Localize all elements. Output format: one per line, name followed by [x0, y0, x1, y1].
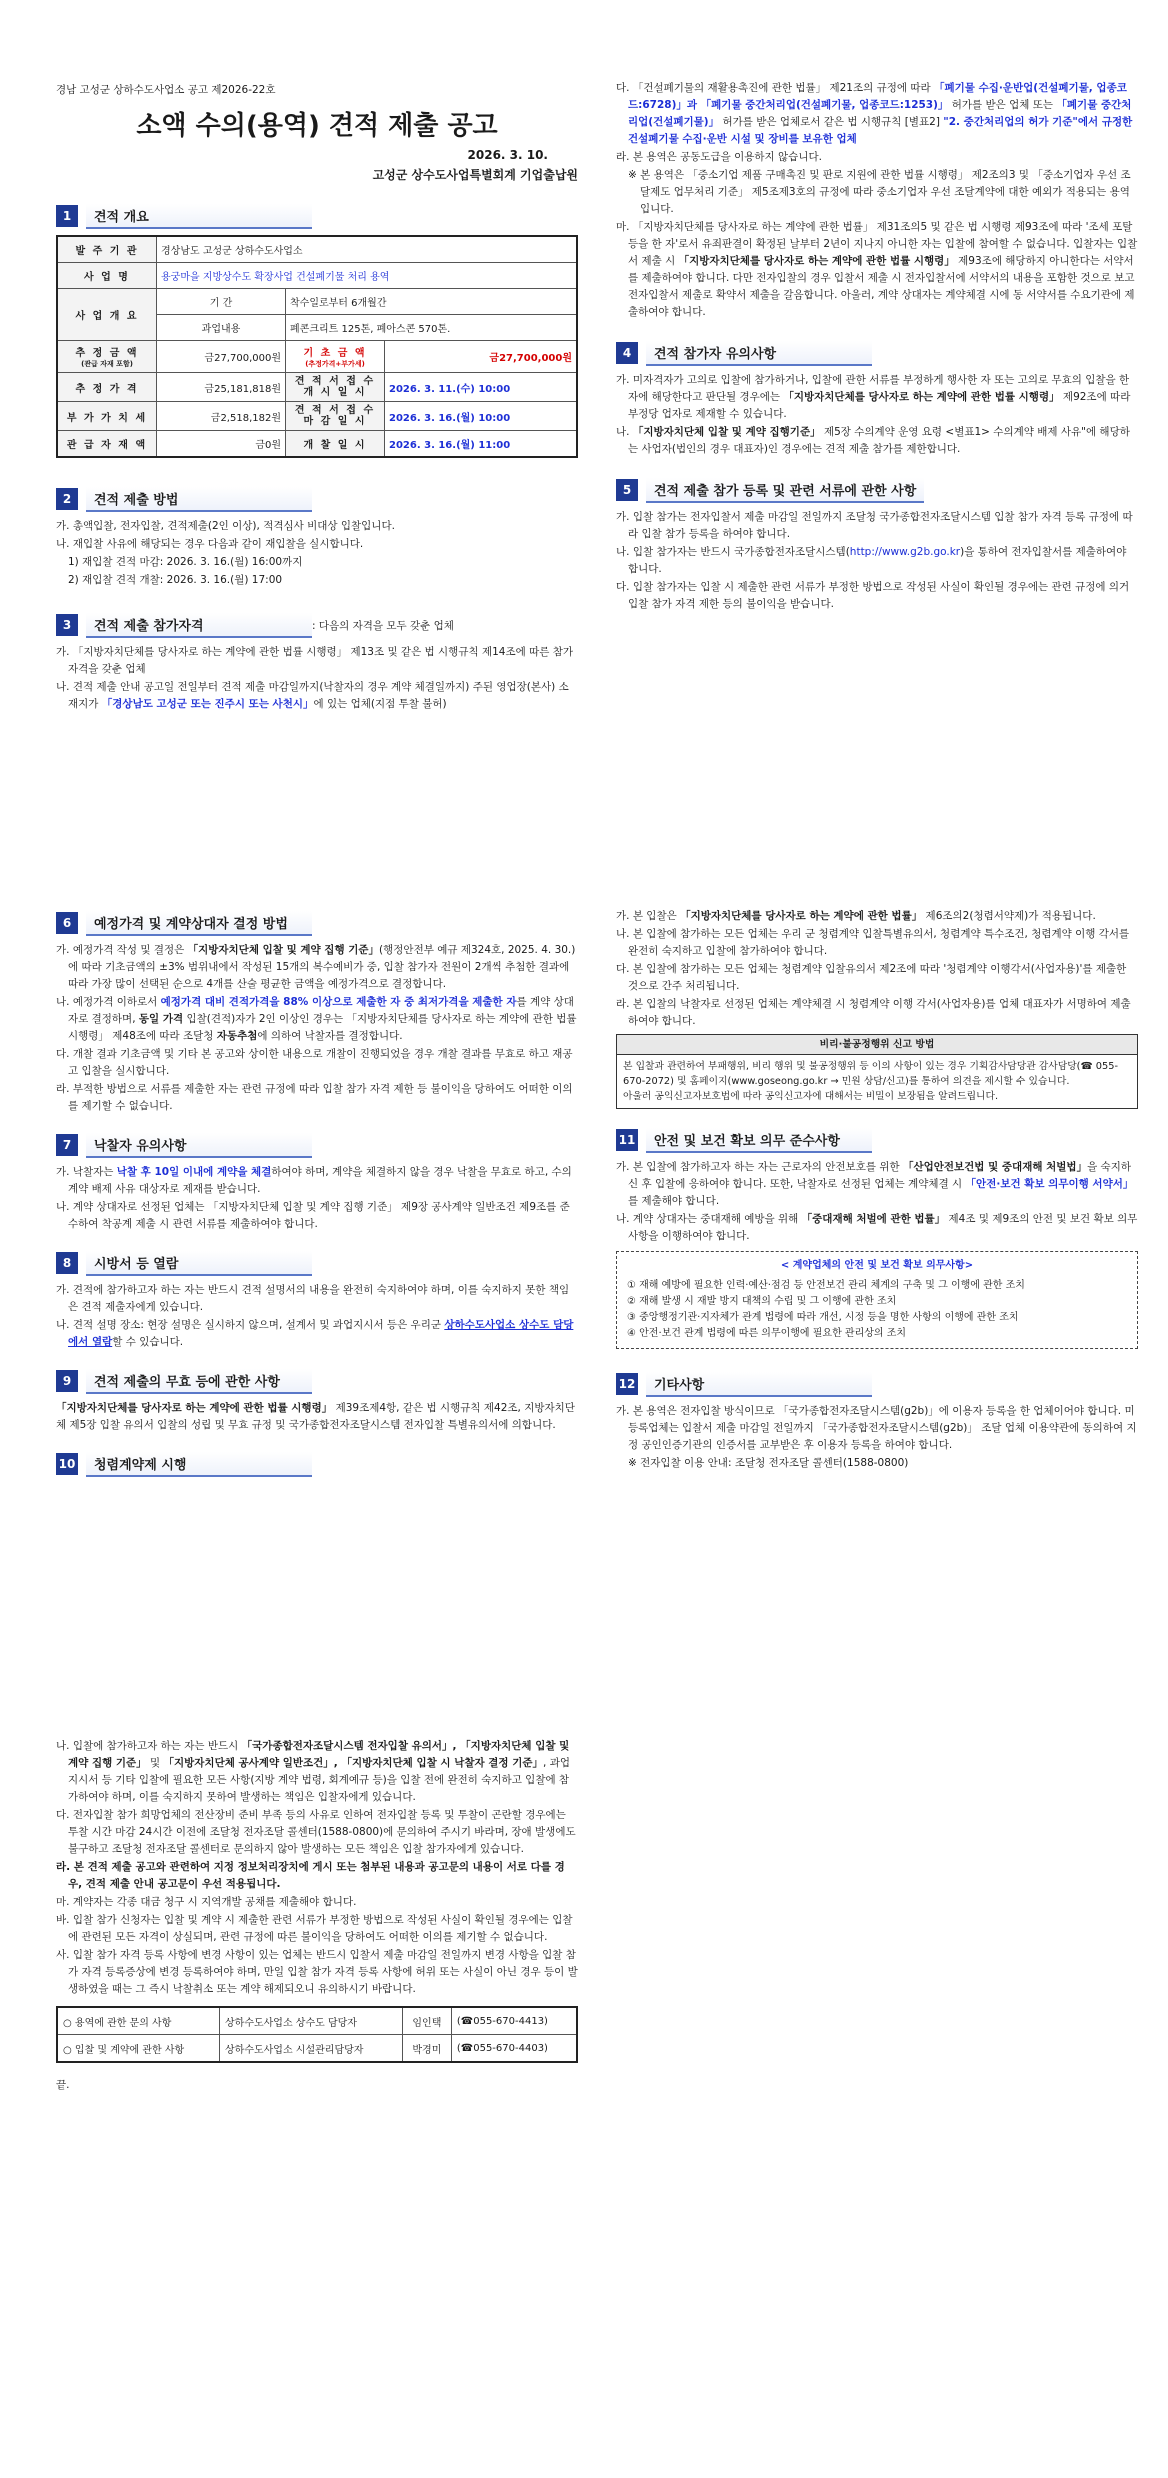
text: 다. 「건설폐기물의 재활용촉진에 관한 법률」 제21조의 규정에 따라: [616, 82, 934, 94]
highlight: 낙찰 후 10일 이내에 계약을 체결: [116, 1166, 272, 1178]
paragraph: 가. 본 용역은 전자입찰 방식이므로 「국가종합전자조달시스템(g2b)」에 이용자 등록을 한 업체이어야 합니다. 미등록업체는 입찰서 제출 마감일 전일까지 「국가종합전자조달시스템(g2b)」 조달 업체 이용약관에 동의하여 지정 공인인증기관의 인증서를 교부받은 후 이용자 등록을 하여야 합니다.: [616, 1405, 1137, 1451]
paragraph: 가. 견적에 참가하고자 하는 자는 반드시 견적 설명서의 내용을 완전히 숙지하여야 하며, 이를 숙지하지 못한 책임은 견적 제출자에게 있습니다.: [56, 1284, 570, 1313]
paragraph: [56, 1400, 578, 1434]
box-line: 본 입찰과 관련하여 부패행위, 비리 행위 및 불공정행위 등 이의 사항이 있는 경우 기획감사담당관 감사담당(☎ 055-670-2072) 및 홈페이지(www.goseong.go.kr → 민원 상담/신고)를 통하여 의견을 제시할 수 있습니다.: [623, 1061, 1119, 1087]
top-right-column: [616, 80, 1138, 614]
table-cell: 임인택: [402, 2007, 451, 2035]
highlight: 「안전·보건 확보 의무이행 서약서」: [965, 1178, 1134, 1190]
label-sub: (관급 자재 포함): [81, 360, 133, 368]
table-label: 개 찰 일 시: [286, 431, 385, 458]
paragraph: 사. 입찰 참가 자격 등록 사항에 변경 사항이 있는 업체는 반드시 입찰서 제출 마감일 전일까지 변경 사항을 입찰 참가 자격 등록증상에 변경 등록하여야 하며, 만일 입찰 참가 자격 등록 사항에 허위 또는 사실이 아닌 경우 등이 발생하였을 때는 그 즉시 낙찰취소 또는 계약 해제되오니 유의하시기 바랍니다.: [56, 1949, 578, 1995]
emphasis: 「지방자치단체를 당사자로 하는 계약에 관한 법률 시행령」: [56, 1402, 333, 1414]
paragraph: [56, 1738, 578, 1806]
section-number: 8: [56, 1252, 78, 1274]
paragraph: [616, 219, 1138, 321]
emphasis: 「지방자치단체를 당사자로 하는 계약에 관한 법률 시행령」: [783, 391, 1060, 403]
emphasis: 「지방자치단체 공사계약 일반조건」, 「지방자치단체 입찰 시 낙찰자 결정 기준」: [163, 1757, 544, 1769]
section-9-heading: [56, 1368, 578, 1394]
text: 가. 본 입찰에 참가하고자 하는 자는 근로자의 안전보호를 위한: [616, 1161, 903, 1173]
text: 제5장 수의계약 운영 요령 <별표1> 수의계약 배제 사유"에 해당하는 사업자(법인의 경우 대표자)인 경우에는 견적 제출 참가를 제한합니다.: [628, 426, 1130, 455]
list-item: ④ 안전·보건 관계 법령에 따른 의무이행에 필요한 관리상의 조치: [627, 1328, 907, 1339]
section-number: 7: [56, 1134, 78, 1156]
section-title: 기타사항: [646, 1372, 872, 1397]
list-item: ③ 중앙행정기관·지자체가 관계 법령에 따라 개선, 시정 등을 명한 사항의 이행에 관한 조치: [627, 1312, 1019, 1323]
table-cell: 상하수도사업소 시설관리담당자: [220, 2035, 403, 2063]
contact-table: [56, 2006, 578, 2063]
table-value: 금25,181,818원: [157, 373, 286, 402]
label-sub: 마 감 일 시: [303, 416, 367, 427]
text: 을 숙지하신 후 입찰에 응하여야 합니다. 또한, 낙찰자로 선정된 업체는 계약체결 시: [628, 1161, 1131, 1190]
paragraph: [616, 1159, 1138, 1210]
table-cell: (☎055-670-4413): [451, 2007, 577, 2035]
section-number: 6: [56, 912, 78, 934]
section-number: 1: [56, 205, 78, 227]
text: )을 통하여 전자입찰서를 제출하여야 합니다.: [628, 546, 1127, 575]
emphasis: 「지방자치단체 입찰 및 계약 집행기준」: [632, 426, 821, 438]
section-5-heading: [616, 477, 1138, 503]
section-title: 견적 제출의 무효 등에 관한 사항: [86, 1369, 312, 1394]
label-sub: 개 시 일 시: [303, 387, 367, 398]
highlight: 「경상남도 고성군 또는 진주시 또는 사천시」: [101, 698, 314, 710]
text: 를 제출해야 합니다.: [628, 1195, 720, 1207]
text: 가. 예정가격 작성 및 결정은: [56, 944, 188, 956]
section-4-heading: [616, 340, 1138, 366]
paragraph: [616, 424, 1138, 458]
text: 할 수 있습니다.: [112, 1336, 184, 1348]
text: 및: [146, 1757, 164, 1769]
section-title: 견적 제출 참가 등록 및 관련 서류에 관한 사항: [646, 478, 924, 503]
paragraph: 2) 재입찰 견적 개찰: 2026. 3. 16.(월) 17:00: [68, 574, 283, 586]
emphasis: 「지방자치단체를 당사자로 하는 계약에 관한 법률 시행령」: [678, 255, 955, 267]
paragraph: 마. 계약자는 각종 대금 청구 시 지역개발 공채를 제출해야 합니다.: [56, 1896, 357, 1908]
section-3-heading: [56, 612, 578, 638]
emphasis: 자동추첨: [216, 1030, 258, 1042]
table-cell: (☎055-670-4403): [451, 2035, 577, 2063]
emphasis: 「지방자치단체 입찰 및 계약 집행 기준」: [187, 944, 380, 956]
g2b-link[interactable]: http://www.g2b.go.kr: [849, 546, 961, 558]
section-title: 견적 개요: [86, 204, 312, 229]
section-1-heading: [56, 203, 578, 229]
section-title: 시방서 등 열람: [86, 1251, 312, 1276]
section-11-heading: [616, 1127, 1138, 1153]
box-title: 비리·불공정행위 신고 방법: [617, 1035, 1137, 1055]
text: 에 있는 업체(지점 투찰 불허): [313, 698, 447, 710]
section-6-heading: [56, 910, 578, 936]
text: (행정안전부 예규 제324호, 2025. 4. 30.)에 따라 기초금액의 ±3% 범위내에서 작성된 15개의 복수예비가 중, 입찰 참가자 전원이 2개씩 추첨한 결과에 따라 가장 많이 선택된 순으로 4개를 산술 평균한 금액을 예정가격으로 결정합니다.: [68, 944, 576, 990]
paragraph: [616, 80, 1138, 148]
paragraph: 가. 총액입찰, 전자입찰, 견적제출(2인 이상), 적격심사 비대상 입찰입니다.: [56, 520, 395, 532]
table-label: 사 업 명: [57, 263, 157, 289]
table-row: [57, 2007, 577, 2035]
section-title: 안전 및 보건 확보 의무 준수사항: [646, 1128, 872, 1153]
text: 제92조에 따라 부정당 업자로 제재할 수 있습니다.: [628, 391, 1131, 420]
text: 를 계약 상대자로 결정하며,: [68, 996, 574, 1025]
paragraph: [616, 1211, 1138, 1245]
table-value: 용궁마을 지방상수도 확장사업 건설폐기물 처리 용역: [157, 263, 578, 289]
table-cell: 상하수도사업소 상수도 담당자: [220, 2007, 403, 2035]
table-label: [286, 373, 385, 402]
paragraph: 가. 「지방자치단체를 당사자로 하는 계약에 관한 법률 시행령」 제13조 및 같은 법 시행규칙 제14조에 따른 참가 자격을 갖춘 업체: [56, 646, 573, 675]
emphasis: 「중대재해 처벌에 관한 법률」: [801, 1213, 946, 1225]
section-number: 12: [616, 1373, 638, 1395]
text: 허가를 받은 업체로서 같은 법 시행규칙 [별표2]: [719, 116, 944, 128]
label-main: 추 정 금 액: [75, 348, 139, 359]
highlight: 상하수도사업소 상수도 담당에서 열람: [68, 1319, 574, 1348]
section-number: 3: [56, 614, 78, 636]
text: 제39조제4항, 같은 법 시행규칙 제42조, 지방자치단체 제5장 입찰 유의서 입찰의 성립 및 무효 규정 및 국가종합전자조달시스템 전자입찰 특별유의서에 의합니다.: [56, 1402, 575, 1431]
text: 가. 미자격자가 고의로 입찰에 참가하거나, 입찰에 관한 서류를 부정하게 행사한 자 또는 고의로 무효의 입찰을 한 자에 해당한다고 판단될 경우에는: [616, 374, 1130, 403]
text: 허가를 받은 업체 또는: [948, 99, 1057, 111]
paragraph: [616, 544, 1138, 578]
emphasis: 「산업안전보건법 및 중대재해 처벌법」: [902, 1161, 1088, 1173]
section-title: 낙찰자 유의사항: [86, 1133, 312, 1158]
paragraph: [56, 942, 578, 993]
paragraph: 라. 본 용역은 공동도급을 이용하지 않습니다.: [616, 151, 822, 163]
table-value: 착수일로부터 6개월간: [286, 289, 578, 315]
text: , 과업지시서 등 기타 입찰에 필요한 모든 사항(지방 계약 법령, 회계예규 등)을 입찰 전에 완전히 숙지하고 입찰에 참가하여야 하며, 이를 숙지하지 못하여 발생하는 책임은 입찰자에게 있습니다.: [68, 1757, 570, 1803]
text: 가. 낙찰자는: [56, 1166, 117, 1178]
text: 입찰(견적)자가 2인 이상인 경우는 「지방자치단체를 당사자로 하는 계약에 관한 법률 시행령」 제48조에 따라 조달청: [68, 1013, 577, 1042]
section-title: 견적 참가자 유의사항: [646, 341, 872, 366]
paragraph: [616, 908, 1138, 925]
table-label: [286, 341, 385, 373]
note: ※ 전자입찰 이용 안내: 조달청 전자조달 콜센터(1588-0800): [628, 1457, 909, 1469]
highlight: 「폐기물 중간처리업(건설폐기물)」: [628, 99, 1132, 128]
box-title: < 계약업체의 안전 및 보건 확보 의무사항>: [780, 1260, 974, 1271]
section-8-heading: [56, 1250, 578, 1276]
report-info-box: [616, 1034, 1138, 1109]
paragraph: 1) 재입찰 견적 마감: 2026. 3. 16.(월) 16:00까지: [68, 556, 303, 568]
paragraph: [616, 372, 1138, 423]
table-label: 과업내용: [157, 315, 286, 341]
section-number: 5: [616, 479, 638, 501]
paragraph: 가. 입찰 참가는 전자입찰서 제출 마감일 전일까지 조달청 국가종합전자조달시스템 입찰 참가 자격 등록 규정에 따라 입찰 참가 등록을 하여야 합니다.: [616, 511, 1133, 540]
highlight: 「폐기물 수집·운반업(건설폐기물, 업종코드:6728)」과 「폐기물 중간처리업(건설폐기물, 업종코드:1253)」: [628, 82, 1127, 111]
label-main: 기 초 금 액: [303, 348, 367, 359]
text: 나. 견적 설명 장소: 현장 설명은 실시하지 않으며, 설계서 및 과업지시서 등은 우리군: [56, 1319, 445, 1331]
overview-table: [56, 235, 578, 458]
table-cell: 박경미: [402, 2035, 451, 2063]
highlight: 예정가격 대비 견적가격을 88% 이상으로 제출한 자 중 최저가격을 제출한 자: [160, 996, 517, 1008]
section-number: 10: [56, 1453, 78, 1475]
text: 나. 예정가격 이하로서: [56, 996, 161, 1008]
table-label: 추 정 가 격: [57, 373, 157, 402]
table-row: [57, 2035, 577, 2063]
box-line: 아울러 공익신고자보호법에 따라 공익신고자에 대해서는 비밀이 보장됨을 알려드립니다.: [623, 1091, 999, 1102]
section-number: 2: [56, 488, 78, 510]
table-value: 폐콘크리트 125톤, 폐아스콘 570톤.: [286, 315, 578, 341]
text: 제6조의2(청렴서약제)가 적용됩니다.: [922, 910, 1096, 922]
table-label: 부 가 가 치 세: [57, 402, 157, 431]
top-left-column: [56, 82, 578, 714]
notice-date: 2026. 3. 10.: [467, 148, 548, 162]
text: 나. 계약 상대자는 중대재해 예방을 위해: [616, 1213, 802, 1225]
box-body: [617, 1055, 1137, 1108]
table-label: 사 업 개 요: [57, 289, 157, 341]
table-value: 2026. 3. 11.(수) 10:00: [385, 373, 578, 402]
table-label: [57, 341, 157, 373]
table-label: 발 주 기 관: [57, 236, 157, 263]
text: 제4조 및 제9조의 안전 및 보건 확보 의무 사항을 이행하여야 합니다.: [628, 1213, 1138, 1242]
end-mark: 끝.: [56, 2079, 70, 2091]
section-number: 11: [616, 1129, 638, 1151]
bottom-left-column: [56, 1738, 578, 2092]
middle-right-column: [616, 908, 1138, 1473]
paragraph: 라. 본 견적 제출 공고와 관련하여 지정 정보처리장치에 게시 또는 첨부된 내용과 공고문의 내용이 서로 다를 경우, 견적 제출 안내 공고문이 우선 적용됩니다.: [56, 1861, 565, 1890]
section-title: 견적 제출 참가자격: [86, 613, 312, 638]
section-number: 9: [56, 1370, 78, 1392]
paragraph: [56, 679, 578, 713]
emphasis: 「국가종합전자조달시스템 전자입찰 유의서」, 「지방자치단체 입찰 및 계약 집행 기준」: [68, 1740, 570, 1769]
table-value: 금0원: [157, 431, 286, 458]
table-value: 금2,518,182원: [157, 402, 286, 431]
paragraph: 다. 본 입찰에 참가하는 모든 업체는 청렴계약 입찰유의서 제2조에 따라 '청렴계약 이행각서(사업자용)'를 제출한 것으로 간주 처리됩니다.: [616, 963, 1127, 992]
table-label: [286, 402, 385, 431]
paragraph: 나. 본 입찰에 참가하는 모든 업체는 우리 군 청렴계약 입찰특별유의서, 청렴계약 특수조건, 청렴계약 이행 각서를 완전히 숙지하고 입찰에 참가하여야 합니다.: [616, 928, 1130, 957]
note: ※ 본 용역은 「중소기업 제품 구매촉진 및 판로 지원에 관한 법률 시행령」 제2조의3 및 「중소기업자 우선 조달제도 업무처리 기준」 제5조제3호의 규정에 따라 중소기업자 우선 조달계약에 대한 예외가 적용되는 용역입니다.: [628, 169, 1131, 215]
notice-issuer: 고성군 상수도사업특별회계 기업출납원: [372, 168, 578, 182]
text: 나. 입찰 참가자는 반드시 국가종합전자조달시스템(: [616, 546, 850, 558]
middle-left-column: [56, 910, 578, 1483]
table-label: 관 급 자 재 액: [57, 431, 157, 458]
text: 에 의하여 낙찰자를 결정합니다.: [257, 1030, 403, 1042]
text: 하여야 하며, 계약을 체결하지 않을 경우 낙찰을 무효로 하고, 수의계약 배제 사유 대상자로 제재를 받습니다.: [68, 1166, 572, 1195]
section-title: 견적 제출 방법: [86, 487, 312, 512]
paragraph: 바. 입찰 참가 신청자는 입찰 및 계약 시 제출한 관련 서류가 부정한 방법으로 작성된 사실이 확인될 경우에는 입찰에 관련된 모든 자격이 상실되며, 관련 규정에 따른 불이익을 당하여도 어떠한 이의를 제기할 수 없습니다.: [56, 1914, 573, 1943]
paragraph: 다. 개찰 결과 기초금액 및 기타 본 공고와 상이한 내용으로 개찰이 진행되었을 경우 개찰 결과를 무효로 하고 재공고 입찰을 실시합니다.: [56, 1048, 573, 1077]
paragraph: 라. 부적한 방법으로 서류를 제출한 자는 관련 규정에 따라 입찰 참가 자격 제한 등 불이익을 당하여도 어떠한 이의를 제기할 수 없습니다.: [56, 1083, 573, 1112]
table-value: 경상남도 고성군 상하수도사업소: [157, 236, 578, 263]
label-main: 견 적 서 접 수: [294, 376, 376, 387]
emphasis: 「지방자치단체를 당사자로 하는 계약에 관한 법률」: [680, 910, 923, 922]
text: 나. 견적 제출 안내 공고일 전일부터 견적 제출 마감일까지(낙찰자의 경우 계약 체결일까지) 주된 영업장(본사) 소재지가: [56, 681, 569, 710]
emphasis: 동일 가격: [138, 1013, 184, 1025]
section-number: 4: [616, 342, 638, 364]
section-7-heading: [56, 1132, 578, 1158]
text: 마. 「지방자치단체를 당사자로 하는 계약에 관한 법률」 제31조의5 및 같은 법 시행령 제93조에 따라 '조세 포탈 등을 한 자'로서 유죄판결이 확정된 날부터 2년이 지나지 아니한 자는 입찰에 참여할 수 없습니다. 입찰자는 입찰서 제출 시: [616, 221, 1138, 267]
section-title-tail: : 다음의 자격을 모두 갖춘 업체: [312, 619, 454, 632]
label-main: 견 적 서 접 수: [294, 405, 376, 416]
section-10-heading: [56, 1451, 578, 1477]
table-value: 금27,700,000원: [385, 341, 578, 373]
section-title: 청렴계약제 시행: [86, 1452, 312, 1477]
highlight: "2. 중간처리업의 허가 기준"에서 규정한 건설폐기물 수집·운반 시설 및 장비를 보유한 업체: [628, 116, 1133, 145]
paragraph: 다. 입찰 참가자는 입찰 시 제출한 관련 서류가 부정한 방법으로 작성된 사실이 확인될 경우에는 관련 규정에 의거 입찰 참가 자격 제한 등의 불이익을 받습니다.: [616, 581, 1130, 610]
paragraph: 다. 전자입찰 참가 희망업체의 전산장비 준비 부족 등의 사유로 인하여 전자입찰 등록 및 투찰이 곤란할 경우에는 투찰 시간 마감 24시간 이전에 조달청 전자조달 콜센터(1588-0800)에 문의하여 주시기 바라며, 장애 발생에도 불구하고 조달청 전자조달 콜센터로 문의하지 않아 발생하는 모든 책임은 입찰 참가자에게 있습니다.: [56, 1809, 576, 1855]
paragraph: 나. 재입찰 사유에 해당되는 경우 다음과 같이 재입찰을 실시합니다.: [56, 538, 364, 550]
paragraph: [56, 994, 578, 1045]
text: 나.: [616, 426, 633, 438]
table-value: 금27,700,000원: [157, 341, 286, 373]
notice-number: 경남 고성군 상하수도사업소 공고 제2026-22호: [56, 84, 276, 96]
table-cell: ○ 용역에 관한 문의 사항: [57, 2007, 220, 2035]
table-value: 2026. 3. 16.(월) 10:00: [385, 402, 578, 431]
text: 제93조에 해당하지 아니한다는 서약서를 제출하여야 합니다. 다만 전자입찰의 경우 입찰서 제출 시 전자입찰서에 서약서의 내용을 포함한 것으로 보고 전자입찰서 제출로 확약서 제출을 갈음합니다. 아울러, 계약 상대자는 계약체결 시에 동 서약서를 수요기관에 제출하여야 합니다.: [628, 255, 1135, 318]
safety-duties-box: [616, 1251, 1138, 1349]
page-title: 소액 수의(용역) 견적 제출 공고: [136, 111, 498, 141]
table-value: 2026. 3. 16.(월) 11:00: [385, 431, 578, 458]
text: 가. 본 입찰은: [616, 910, 681, 922]
paragraph: 라. 본 입찰의 낙찰자로 선정된 업체는 계약체결 시 청렴계약 이행 각서(사업자용)를 업체 대표자가 서명하여 제출하여야 합니다.: [616, 998, 1131, 1027]
section-2-heading: [56, 486, 578, 512]
paragraph: [56, 1317, 578, 1351]
section-12-heading: [616, 1371, 1138, 1397]
list-item: ② 재해 발생 시 재발 방지 대책의 수립 및 그 이행에 관한 조치: [627, 1296, 897, 1307]
section-title: 예정가격 및 계약상대자 결정 방법: [86, 911, 312, 936]
label-sub: (추정가격+부가세): [305, 360, 365, 368]
paragraph: [56, 1164, 578, 1198]
list-item: ① 재해 예방에 필요한 인력·예산·점검 등 안전보건 관리 체계의 구축 및 그 이행에 관한 조치: [627, 1280, 1025, 1291]
table-cell: ○ 입찰 및 계약에 관한 사항: [57, 2035, 220, 2063]
table-label: 기 간: [157, 289, 286, 315]
paragraph: 나. 계약 상대자로 선정된 업체는 「지방자치단체 입찰 및 계약 집행 기준」 제9장 공사계약 일반조건 제9조를 준수하여 착공계 제출 시 관련 서류를 제출하여야 합니다.: [56, 1201, 570, 1230]
text: 나. 입찰에 참가하고자 하는 자는 반드시: [56, 1740, 242, 1752]
